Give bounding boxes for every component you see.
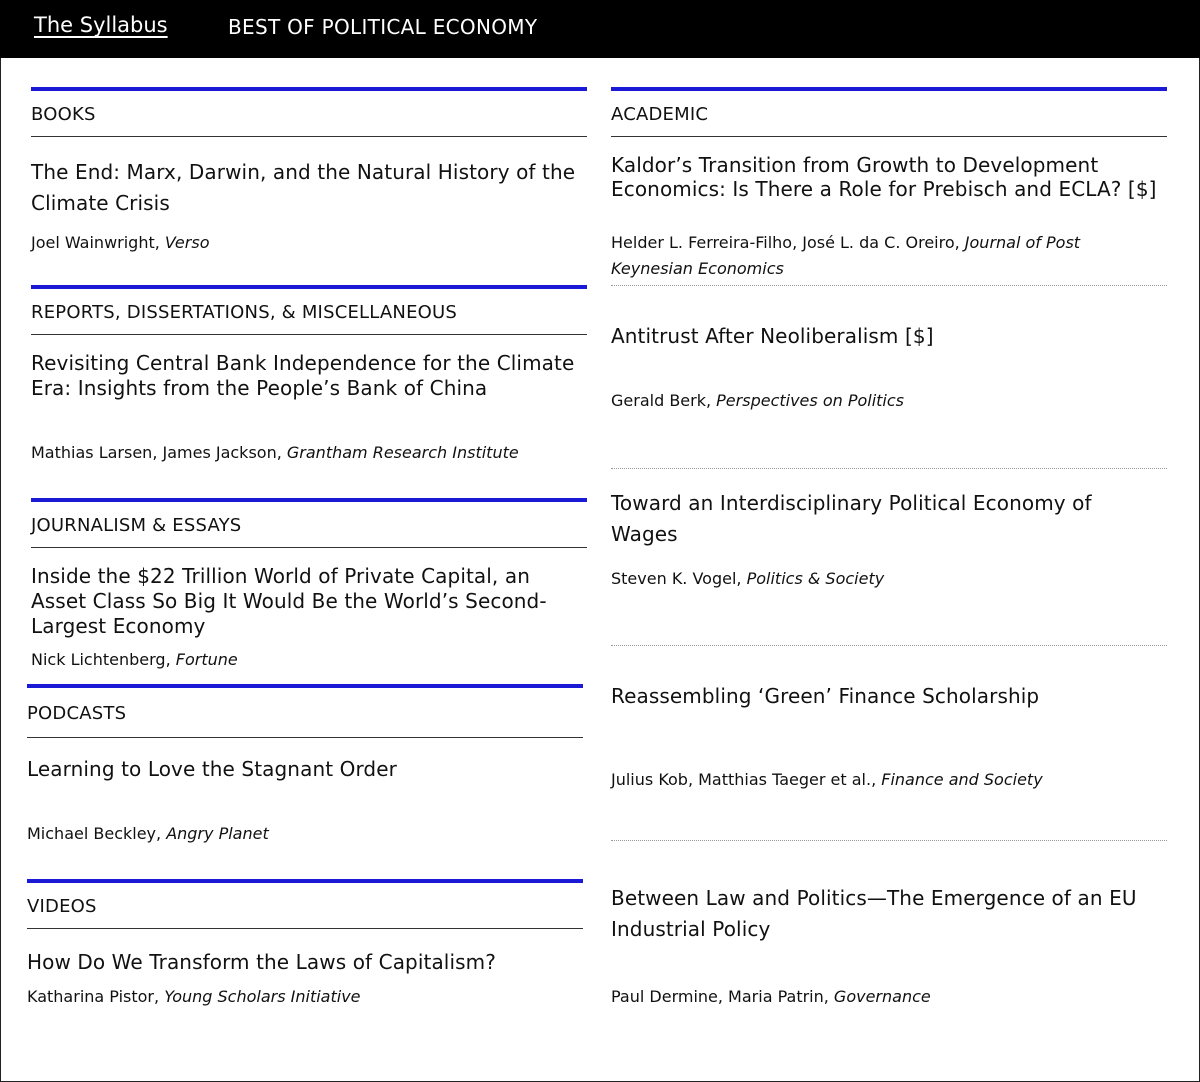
- item-byline: [611, 767, 1161, 793]
- item-separator: [611, 840, 1167, 841]
- item-source: Finance and Society: [881, 770, 1043, 789]
- item-source: Governance: [833, 987, 931, 1006]
- section-accent-rule: [31, 87, 587, 91]
- section-divider: [27, 737, 583, 738]
- brand-link[interactable]: The Syllabus: [34, 13, 168, 37]
- item-title-link[interactable]: How Do We Transform the Laws of Capitalism?: [27, 950, 496, 974]
- section-divider: [31, 334, 587, 335]
- item-source: Journal of Post Keynesian Economics: [611, 233, 1081, 278]
- item-source: Verso: [164, 233, 210, 252]
- item-source: Perspectives on Politics: [716, 391, 905, 410]
- item-source: Fortune: [175, 650, 238, 669]
- item-title-link[interactable]: Between Law and Politics—The Emergence of an EU Industrial Policy: [611, 886, 1137, 941]
- item-authors: Joel Wainwright,: [31, 233, 165, 252]
- item-byline: [611, 984, 1161, 1010]
- item-byline: [611, 230, 1131, 282]
- item-authors: Gerald Berk,: [611, 391, 717, 410]
- section-divider: [31, 136, 587, 137]
- item-byline: [611, 388, 1161, 414]
- item-authors: Julius Kob, Matthias Taeger et al.,: [611, 770, 882, 789]
- item-authors: Michael Beckley,: [27, 824, 167, 843]
- top-bar: [0, 0, 1200, 58]
- item-byline: [27, 821, 572, 847]
- item-separator: [611, 645, 1167, 646]
- item-title-link[interactable]: Antitrust After Neoliberalism [$]: [611, 324, 934, 348]
- item-authors: Nick Lichtenberg,: [31, 650, 176, 669]
- item-authors: Mathias Larsen, James Jackson,: [31, 443, 287, 462]
- section-heading-podcasts: PODCASTS: [27, 703, 127, 724]
- item-byline: [31, 647, 576, 673]
- item-byline: [611, 566, 1161, 592]
- section-accent-rule: [27, 684, 583, 688]
- item-title-link[interactable]: Reassembling ‘Green’ Finance Scholarship: [611, 684, 1040, 708]
- item-source: Grantham Research Institute: [286, 443, 519, 462]
- item-byline: [27, 984, 572, 1010]
- item-authors: Helder L. Ferreira-Filho, José L. da C. Oreiro,: [611, 233, 965, 252]
- item-title-link[interactable]: Kaldor’s Transition from Growth to Development Economics: Is There a Role for Prebisch and ECLA? [$]: [611, 153, 1157, 201]
- section-heading-journalism: JOURNALISM & ESSAYS: [31, 515, 242, 536]
- item-separator: [611, 468, 1167, 469]
- item-title-link[interactable]: The End: Marx, Darwin, and the Natural History of the Climate Crisis: [31, 160, 576, 215]
- section-accent-rule: [31, 285, 587, 289]
- item-title-link[interactable]: Revisiting Central Bank Independence for the Climate Era: Insights from the People’s Bank of China: [31, 351, 575, 400]
- section-divider: [611, 136, 1167, 137]
- item-authors: Paul Dermine, Maria Patrin,: [611, 987, 834, 1006]
- item-title-link[interactable]: Inside the $22 Trillion World of Private Capital, an Asset Class So Big It Would Be the World’s Second-Largest Economy: [31, 564, 547, 638]
- section-divider: [31, 547, 587, 548]
- section-heading-reports: REPORTS, DISSERTATIONS, & MISCELLANEOUS: [31, 302, 458, 323]
- item-separator: [611, 285, 1167, 286]
- page-title: BEST OF POLITICAL ECONOMY: [228, 15, 538, 39]
- item-title-link[interactable]: Learning to Love the Stagnant Order: [27, 757, 397, 781]
- item-title-link[interactable]: Toward an Interdisciplinary Political Economy of Wages: [611, 491, 1092, 546]
- section-accent-rule: [31, 498, 587, 502]
- section-accent-rule: [611, 87, 1167, 91]
- item-authors: Steven K. Vogel,: [611, 569, 747, 588]
- item-authors: Katharina Pistor,: [27, 987, 165, 1006]
- item-byline: [31, 440, 576, 466]
- item-byline: [31, 230, 576, 256]
- section-heading-academic: ACADEMIC: [611, 104, 709, 125]
- section-divider: [27, 928, 583, 929]
- item-source: Politics & Society: [746, 569, 885, 588]
- section-heading-books: BOOKS: [31, 104, 96, 125]
- section-heading-videos: VIDEOS: [27, 896, 97, 917]
- item-source: Young Scholars Initiative: [164, 987, 361, 1006]
- item-source: Angry Planet: [166, 824, 269, 843]
- section-accent-rule: [27, 879, 583, 883]
